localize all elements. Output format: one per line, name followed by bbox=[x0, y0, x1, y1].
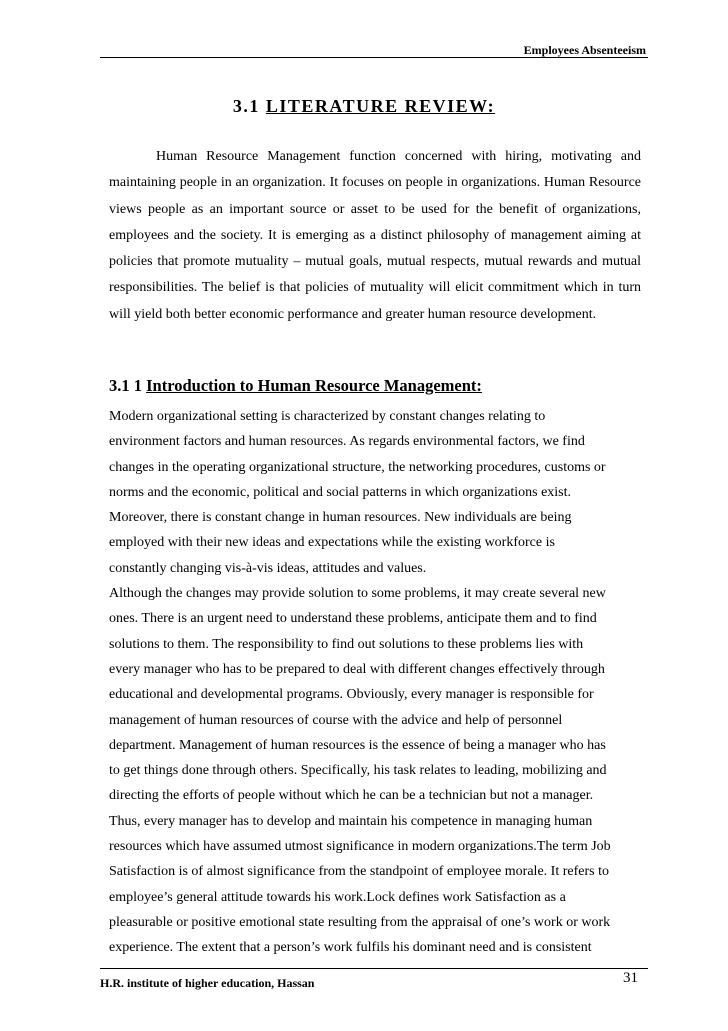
section-title bbox=[0, 96, 728, 117]
subheading-number: 3.1 1 bbox=[109, 376, 142, 395]
text-line: resources which have assumed utmost significance in modern organizations.The term Job bbox=[109, 839, 611, 855]
text-line: directing the efforts of people without which he can be a technician but not a manager. bbox=[109, 788, 594, 804]
text-line: Satisfaction is of almost significance from the standpoint of employee morale. It refers to bbox=[109, 864, 609, 880]
intro-paragraph bbox=[109, 144, 641, 328]
subheading bbox=[109, 376, 482, 396]
page-number: 31 bbox=[623, 970, 638, 986]
text-line: management of human resources of course with the advice and help of personnel bbox=[109, 712, 563, 728]
text-line: norms and the economic, political and social patterns in which organizations exist. bbox=[109, 484, 572, 500]
section-title-text: LITERATURE REVIEW: bbox=[265, 96, 496, 116]
text-line: pleasurable or positive emotional state resulting from the appraisal of one’s work or work bbox=[109, 914, 611, 930]
text-line: ones. There is an urgent need to understand these problems, anticipate them and to find bbox=[109, 611, 597, 627]
body-paragraph bbox=[109, 404, 649, 961]
text-line: experience. The extent that a person’s work fulfils his dominant need and is consistent bbox=[109, 940, 592, 956]
text-line: to get things done through others. Specifically, his task relates to leading, mobilizing and bbox=[109, 763, 607, 779]
text-line: solutions to them. The responsibility to find out solutions to these problems lies with bbox=[109, 636, 584, 652]
text-line: constantly changing vis-à-vis ideas, attitudes and values. bbox=[109, 560, 427, 576]
intro-paragraph-text: Human Resource Management function concerned with hiring, motivating and maintaining people in an organization. It focuses on people in organizations. Human Resource views people as an important source or asset to be used for the benefit of organizations, employees and the society. It is emerging as a distinct philosophy of management aiming at policies that promote mutuality – mutual goals, mutual respects, mutual rewards and mutual responsibilities. The belief is that policies of mutuality will elicit commitment which in turn will yield both better economic performance and greater human resource development. bbox=[109, 149, 641, 322]
subheading-title: Introduction to Human Resource Management: bbox=[146, 376, 482, 395]
text-line: every manager who has to be prepared to deal with different changes effectively through bbox=[109, 661, 605, 677]
text-line: environment factors and human resources. As regards environmental factors, we find bbox=[109, 434, 585, 450]
text-line: employee’s general attitude towards his work.Lock defines work Satisfaction as a bbox=[109, 889, 566, 905]
text-line: employed with their new ideas and expectations while the existing workforce is bbox=[109, 535, 555, 551]
text-line: Thus, every manager has to develop and maintain his competence in managing human bbox=[109, 813, 593, 829]
text-line: Moreover, there is constant change in human resources. New individuals are being bbox=[109, 510, 572, 526]
header-rule bbox=[100, 57, 648, 58]
footer-rule bbox=[100, 968, 648, 969]
header-title: Employees Absenteeism bbox=[523, 43, 646, 57]
section-number: 3.1 bbox=[232, 96, 260, 116]
text-line: Modern organizational setting is characterized by constant changes relating to bbox=[109, 409, 546, 424]
footer-institution: H.R. institute of higher education, Hassan bbox=[100, 976, 315, 990]
text-line: Although the changes may provide solution to some problems, it may create several new bbox=[109, 586, 606, 602]
text-line: department. Management of human resources is the essence of being a manager who has bbox=[109, 737, 606, 753]
text-line: changes in the operating organizational structure, the networking procedures, customs or bbox=[109, 459, 606, 475]
text-line: educational and developmental programs. Obviously, every manager is responsible for bbox=[109, 687, 594, 703]
